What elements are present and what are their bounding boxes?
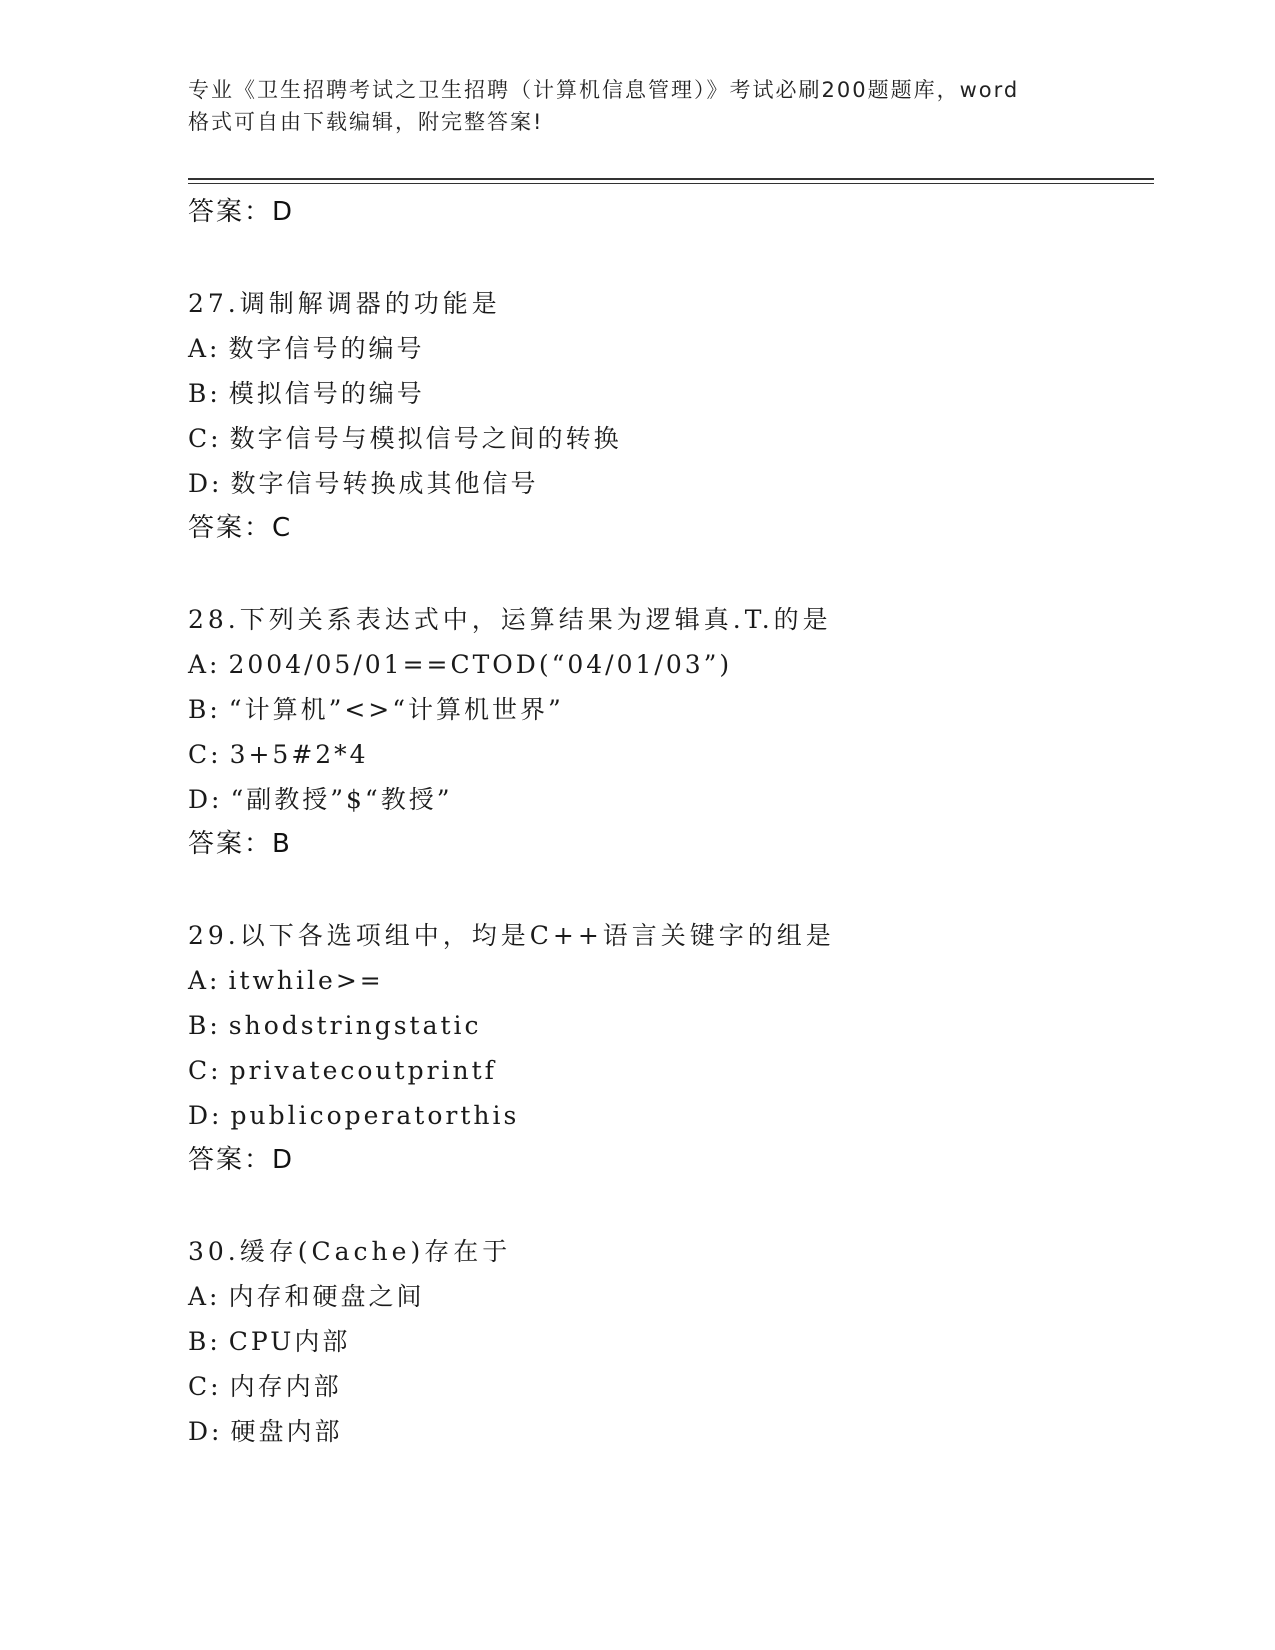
question-stem (188, 281, 1154, 326)
answer-option (188, 1003, 1154, 1048)
question-number: 29. (188, 921, 240, 950)
header-line-2: 格式可自由下载编辑，附完整答案! (188, 110, 544, 134)
answer-option (188, 1274, 1154, 1319)
option-text: itwhile>= (228, 966, 384, 995)
question-stem (188, 597, 1154, 642)
option-letter: A: (188, 1282, 221, 1311)
answer-option (188, 371, 1154, 416)
option-text: 数字信号的编号 (228, 334, 425, 363)
document-header (188, 74, 1088, 138)
option-letter: D: (188, 1101, 223, 1130)
answer-value: D (272, 1145, 295, 1175)
answer-option (188, 1409, 1154, 1454)
answer-option (188, 732, 1154, 777)
question-answer (188, 822, 1154, 867)
answer-label: 答案： (188, 513, 273, 543)
spacer (188, 235, 1154, 281)
answer-option (188, 416, 1154, 461)
option-letter: D: (188, 469, 223, 498)
option-text: 内存内部 (229, 1372, 342, 1401)
option-text: “计算机”<>“计算机世界” (228, 695, 564, 724)
question-answer (188, 506, 1154, 551)
question-stem (188, 913, 1154, 958)
previous-answer (188, 190, 1154, 235)
header-divider-thin (188, 183, 1154, 184)
spacer (188, 551, 1154, 597)
option-letter: B: (188, 1327, 221, 1356)
question-list (188, 190, 1154, 1454)
option-letter: A: (188, 650, 221, 679)
answer-option (188, 687, 1154, 732)
answer-value: D (272, 197, 295, 227)
answer-option (188, 777, 1154, 822)
answer-option (188, 461, 1154, 506)
answer-value: C (272, 513, 293, 543)
answer-option (188, 1364, 1154, 1409)
option-text: 内存和硬盘之间 (228, 1282, 425, 1311)
option-text: 硬盘内部 (230, 1417, 343, 1446)
option-letter: C: (188, 1372, 222, 1401)
option-text: privatecoutprintf (229, 1056, 497, 1085)
option-text: 模拟信号的编号 (228, 379, 425, 408)
option-letter: B: (188, 379, 221, 408)
option-letter: C: (188, 424, 222, 453)
option-text: 数字信号转换成其他信号 (230, 469, 539, 498)
header-line-1: 专业《卫生招聘考试之卫生招聘（计算机信息管理）》考试必刷200题题库，word (188, 78, 1020, 102)
option-letter: B: (188, 1011, 221, 1040)
answer-label: 答案： (188, 829, 273, 859)
option-text: publicoperatorthis (230, 1101, 520, 1130)
question-stem (188, 1229, 1154, 1274)
option-text: 数字信号与模拟信号之间的转换 (229, 424, 622, 453)
answer-option (188, 326, 1154, 371)
question-text: 下列关系表达式中，运算结果为逻辑真.T.的是 (239, 605, 832, 634)
option-letter: A: (188, 334, 221, 363)
question-number: 28. (188, 605, 240, 634)
option-letter: B: (188, 695, 221, 724)
answer-option (188, 1319, 1154, 1364)
answer-label: 答案： (188, 197, 273, 227)
question-text: 调制解调器的功能是 (239, 289, 501, 318)
question-number: 27. (188, 289, 240, 318)
question-text: 以下各选项组中，均是C++语言关键字的组是 (239, 921, 835, 950)
answer-option (188, 1093, 1154, 1138)
header-divider-thick (188, 178, 1154, 180)
spacer (188, 1183, 1154, 1229)
spacer (188, 867, 1154, 913)
question-text: 缓存(Cache)存在于 (239, 1237, 512, 1266)
option-letter: C: (188, 740, 222, 769)
option-letter: C: (188, 1056, 222, 1085)
option-letter: A: (188, 966, 221, 995)
question-answer (188, 1138, 1154, 1183)
answer-option (188, 642, 1154, 687)
option-text: 3+5#2*4 (229, 740, 369, 769)
option-letter: D: (188, 785, 223, 814)
option-text: shodstringstatic (228, 1011, 482, 1040)
option-letter: D: (188, 1417, 223, 1446)
answer-option (188, 1048, 1154, 1093)
option-text: 2004/05/01==CTOD(“04/01/03”) (228, 650, 733, 679)
option-text: CPU内部 (228, 1327, 351, 1356)
answer-option (188, 958, 1154, 1003)
answer-label: 答案： (188, 1145, 273, 1175)
answer-value: B (272, 829, 292, 859)
question-number: 30. (188, 1237, 240, 1266)
option-text: “副教授”$“教授” (230, 785, 453, 814)
